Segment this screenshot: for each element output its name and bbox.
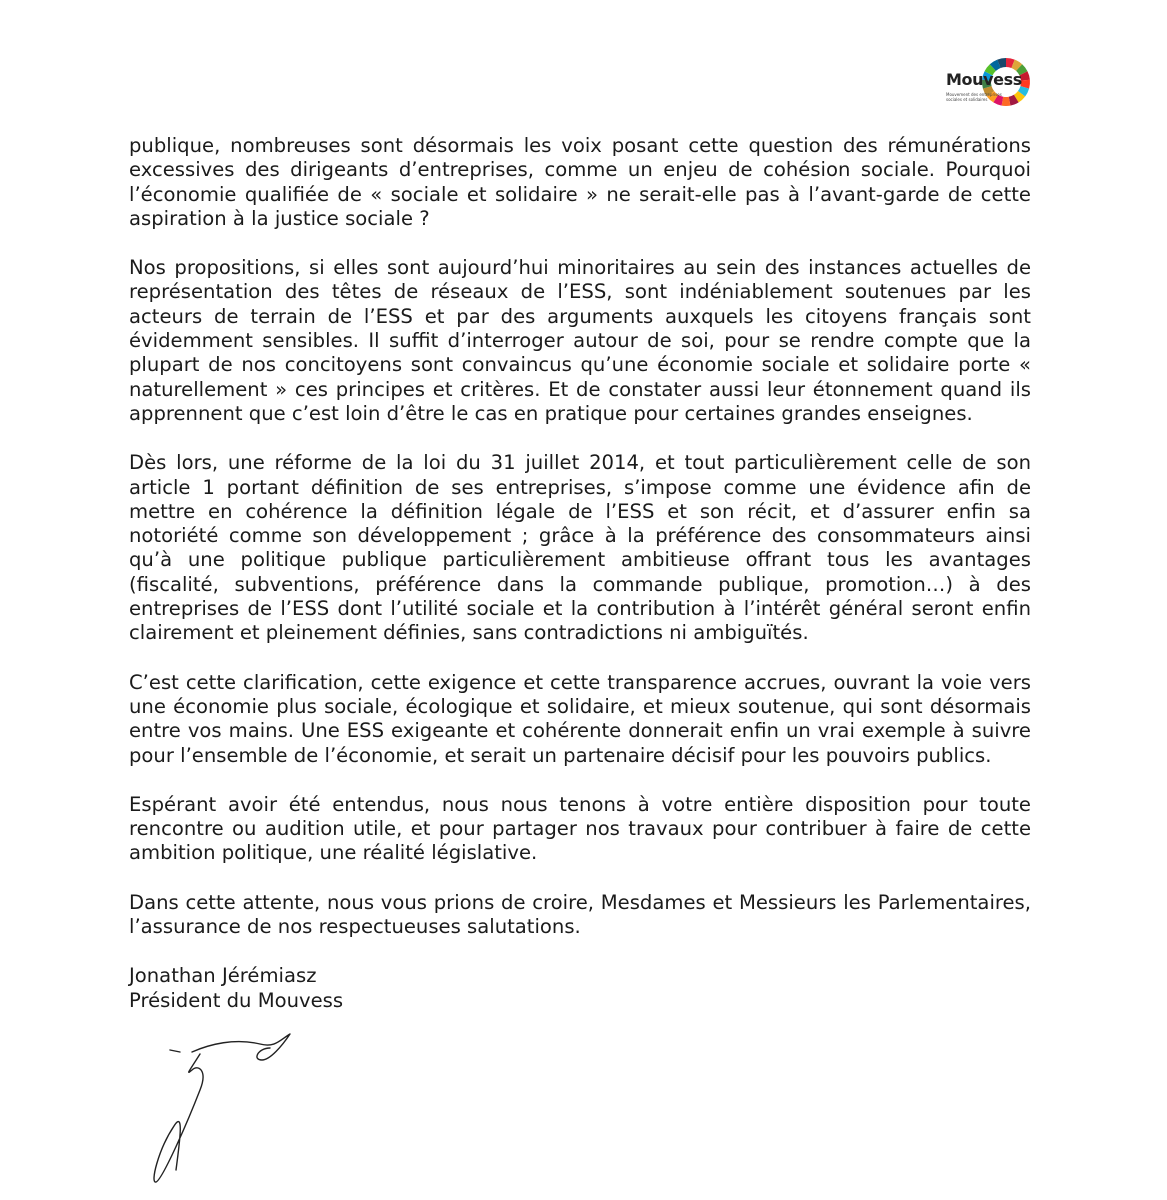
paragraph-remunerations: publique, nombreuses sont désormais les voix posant cette question des rémunérations excessives des dirigeants d’entreprises, comme un enjeu de cohésion sociale. Pourquoi l’économie qualifiée de « sociale et solidaire » ne serait-elle pas à l’avant-garde de cette aspiration à la justice sociale ?	[129, 134, 1031, 230]
paragraph-propositions: Nos propositions, si elles sont aujourd’hui minoritaires au sein des instances actuelles de représentation des têtes de réseaux de l’ESS, sont indéniablement soutenues par les acteurs de terrain de l’ESS et par des arguments auxquels les citoyens français sont évidemment sensibles. Il suffit d’interroger autour de soi, pour se rendre compte que la plupart de nos concitoyens sont convaincus qu’une économie sociale et solidaire porte « naturellement » ces principes et critères. Et de constater aussi leur étonnement quand ils apprennent que c’est loin d’être le cas en pratique pour certaines grandes enseignes.	[129, 256, 1031, 425]
signer-name: Jonathan Jérémiasz	[129, 964, 317, 988]
paragraph-reforme: Dès lors, une réforme de la loi du 31 juillet 2014, et tout particulièrement celle de son article 1 portant définition de ses entreprises, s’impose comme une évidence afin de mettre en cohérence la définition légale de l’ESS et son récit, et d’assurer enfin sa notoriété comme son développement ; grâce à la préférence des consommateurs ainsi qu’à une politique publique particulièrement ambitieuse offrant tous les avantages (fiscalité, subventions, préférence dans la commande publique, promotion…) à des entreprises de l’ESS dont l’utilité sociale et la contribution à l’intérêt général seront enfin clairement et pleinement définies, sans contradictions ni ambiguïtés.	[129, 451, 1031, 645]
logo-tagline: Mouvement des entreprises sociales et solidaires	[946, 92, 1002, 102]
signer-title: Président du Mouvess	[129, 988, 344, 1012]
logo-brand-start: Mouv	[946, 70, 994, 89]
mouvess-logo	[944, 56, 1030, 112]
handwritten-signature	[140, 1030, 310, 1190]
letter-body	[129, 134, 1031, 1013]
paragraph-clarification: C’est cette clarification, cette exigence et cette transparence accrues, ouvrant la voie vers une économie plus sociale, écologique et solidaire, et mieux soutenue, qui sont désormais entre vos mains. Une ESS exigeante et cohérente donnerait enfin un vrai exemple à suivre pour l’ensemble de l’économie, et serait un partenaire décisif pour les pouvoirs publics.	[129, 670, 1031, 767]
paragraph-salutations: Dans cette attente, nous vous prions de croire, Mesdames et Messieurs les Parlementaires, l’assurance de nos respectueuses salutations.	[129, 890, 1031, 939]
logo-wordmark	[946, 72, 1022, 88]
signer-block	[129, 964, 1031, 1013]
logo-brand-end: ess	[993, 70, 1022, 89]
paragraph-disposition: Espérant avoir été entendus, nous nous tenons à votre entière disposition pour toute rencontre ou audition utile, et pour partager nos travaux pour contribuer à faire de cette ambition politique, une réalité législative.	[129, 792, 1031, 865]
